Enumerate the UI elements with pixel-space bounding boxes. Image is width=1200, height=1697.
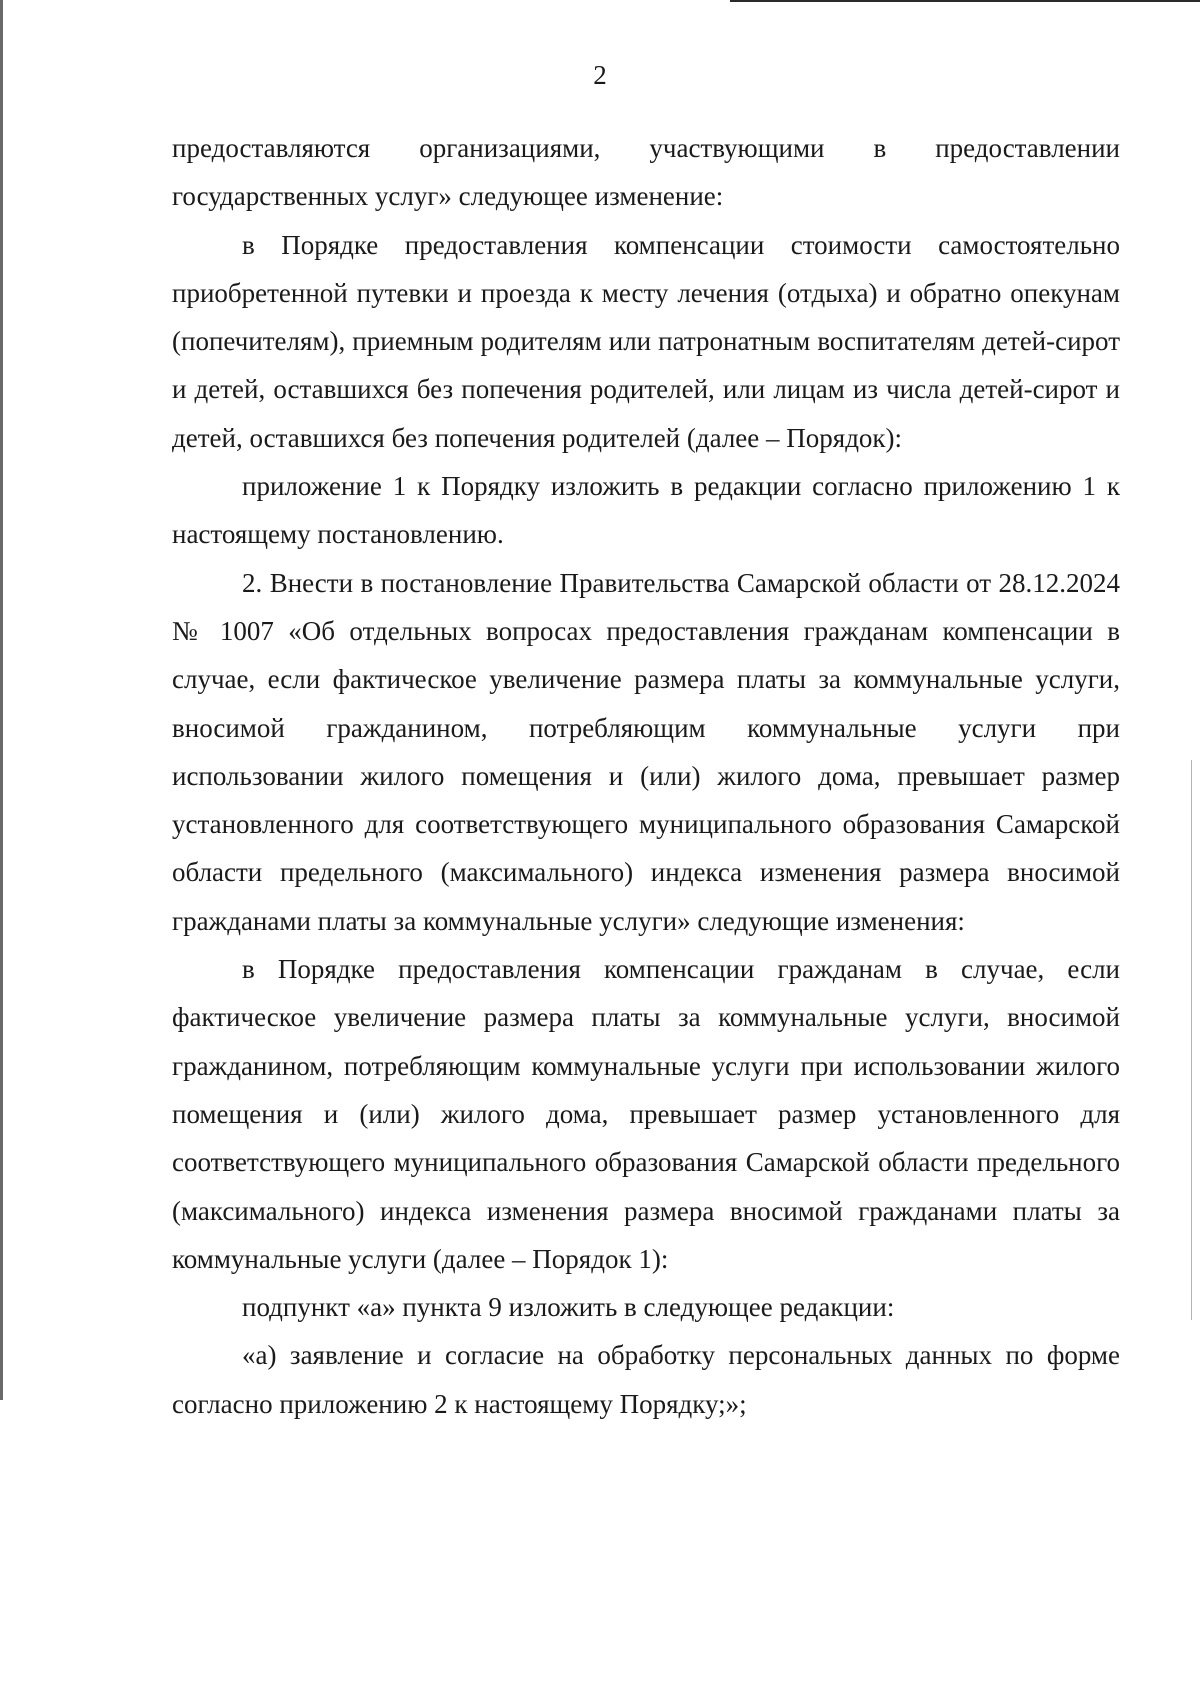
paragraph-item-2: 2. Внести в постановление Правительства Самарской области от 28.12.2024 № 1007 «Об отдельных вопросах предоставления гражданам компенсации в случае, если фактическое увеличение размера платы за коммунальные услуги, вносимой гражданином, потребляющим коммунальные услуги при использовании жилого помещения и (или) жилого дома, превышает размер установленного для соответствующего муниципального образования Самарской области предельного (максимального) индекса изменения размера вносимой гражданами платы за коммунальные услуги» следующие изменения: — [172, 567, 1120, 936]
paragraph-subitem-a: подпункт «а» пункта 9 изложить в следующее редакции: — [242, 1292, 895, 1323]
paragraph-order-amendment: в Порядке предоставления компенсации стоимости самостоятельно приобретенной путевки и проезда к месту лечения (отдыха) и обратно опекунам (попечителям), приемным родителям или патронатным воспитателям детей-сирот и детей, оставшихся без попечения родителей, или лицам из числа детей-сирот и детей, оставшихся без попечения родителей (далее – Порядок): — [172, 229, 1120, 453]
page-number: 2 — [593, 60, 607, 90]
paragraph-order-1-amendment: в Порядке предоставления компенсации гражданам в случае, если фактическое увеличение размера платы за коммунальные услуги, вносимой гражданином, потребляющим коммунальные услуги при использовании жилого помещения и (или) жилого дома, превышает размер установленного для соответствующего муниципального образования Самарской области предельного (максимального) индекса изменения размера вносимой гражданами платы за коммунальные услуги (далее – Порядок 1): — [172, 954, 1120, 1274]
paragraph-continuation: предоставляются организациями, участвующими в предоставлении государственных услуг» следующее изменение: — [172, 133, 1120, 212]
scan-left-edge — [0, 0, 3, 1400]
paragraph-appendix-1: приложение 1 к Порядку изложить в редакции согласно приложению 1 к настоящему постановлению. — [172, 471, 1120, 550]
scan-right-edge — [1191, 760, 1192, 1320]
paragraph-subitem-a-text: «а) заявление и согласие на обработку персональных данных по форме согласно приложению 2 к настоящему Порядку;»; — [172, 1340, 1120, 1419]
scan-top-edge — [730, 0, 1200, 2]
document-body — [172, 124, 1120, 1428]
